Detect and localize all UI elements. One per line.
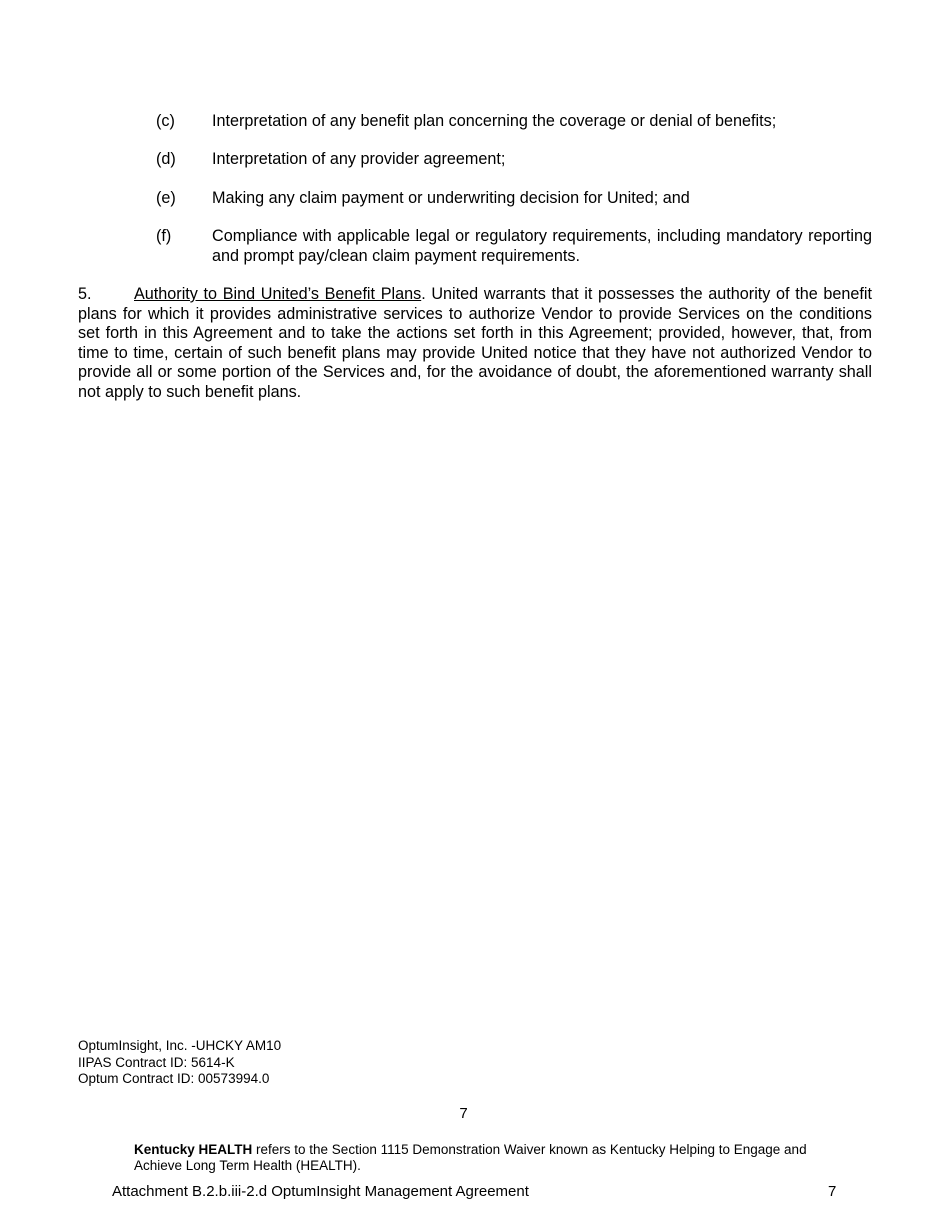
enumerated-list	[156, 112, 872, 285]
section-heading: Authority to Bind United’s Benefit Plans	[134, 285, 422, 303]
list-item-e	[156, 189, 872, 208]
section-number: 5.	[78, 285, 92, 303]
optum-contract-id: Optum Contract ID: 00573994.0	[78, 1071, 270, 1086]
footnote-bold: Kentucky HEALTH	[134, 1142, 253, 1157]
list-item-text: Interpretation of any provider agreement;	[212, 150, 506, 169]
list-item-text: Making any claim payment or underwriting decision for United; and	[212, 188, 690, 207]
footnote	[134, 1142, 854, 1174]
list-item-label: (c)	[156, 112, 175, 130]
footnote-text: refers to the Section 1115 Demonstration Waiver known as Kentucky Helping to Engage and Achieve Long Term Health (HEALTH).	[134, 1142, 807, 1173]
section-body: . United warrants that it possesses the authority of the benefit plans for which it provides administrative services to authorize Vendor to provide Services on the conditions set forth in this Agreement and to take the actions set forth in this Agreement; provided, however, that, from time to time, certain of such benefit plans may provide United notice that they have not authorized Vendor to provide all or some portion of the Services and, for the avoidance of doubt, the aforementioned warranty shall not apply to such benefit plans.	[78, 285, 872, 401]
list-item-label: (f)	[156, 227, 172, 246]
list-item-d	[156, 150, 872, 169]
attachment-title: Attachment B.2.b.iii-2.d OptumInsight Management Agreement	[112, 1183, 529, 1200]
contract-info	[78, 1038, 281, 1088]
list-item-label: (d)	[156, 150, 176, 169]
iipas-contract-id: IIPAS Contract ID: 5614-K	[78, 1054, 235, 1070]
list-item-label: (e)	[156, 188, 176, 207]
list-item-text: Compliance with applicable legal or regulatory requirements, including mandatory reporting and prompt pay/clean claim payment requirements.	[212, 227, 872, 265]
attachment-page-number: 7	[828, 1183, 837, 1200]
section-5-paragraph	[78, 285, 872, 402]
company-line: OptumInsight, Inc. -UHCKY AM10	[78, 1038, 282, 1053]
page-number: 7	[459, 1105, 468, 1122]
list-item-f	[156, 227, 872, 266]
list-item-c	[156, 112, 872, 131]
list-item-text: Interpretation of any benefit plan concerning the coverage or denial of benefits;	[212, 112, 777, 130]
